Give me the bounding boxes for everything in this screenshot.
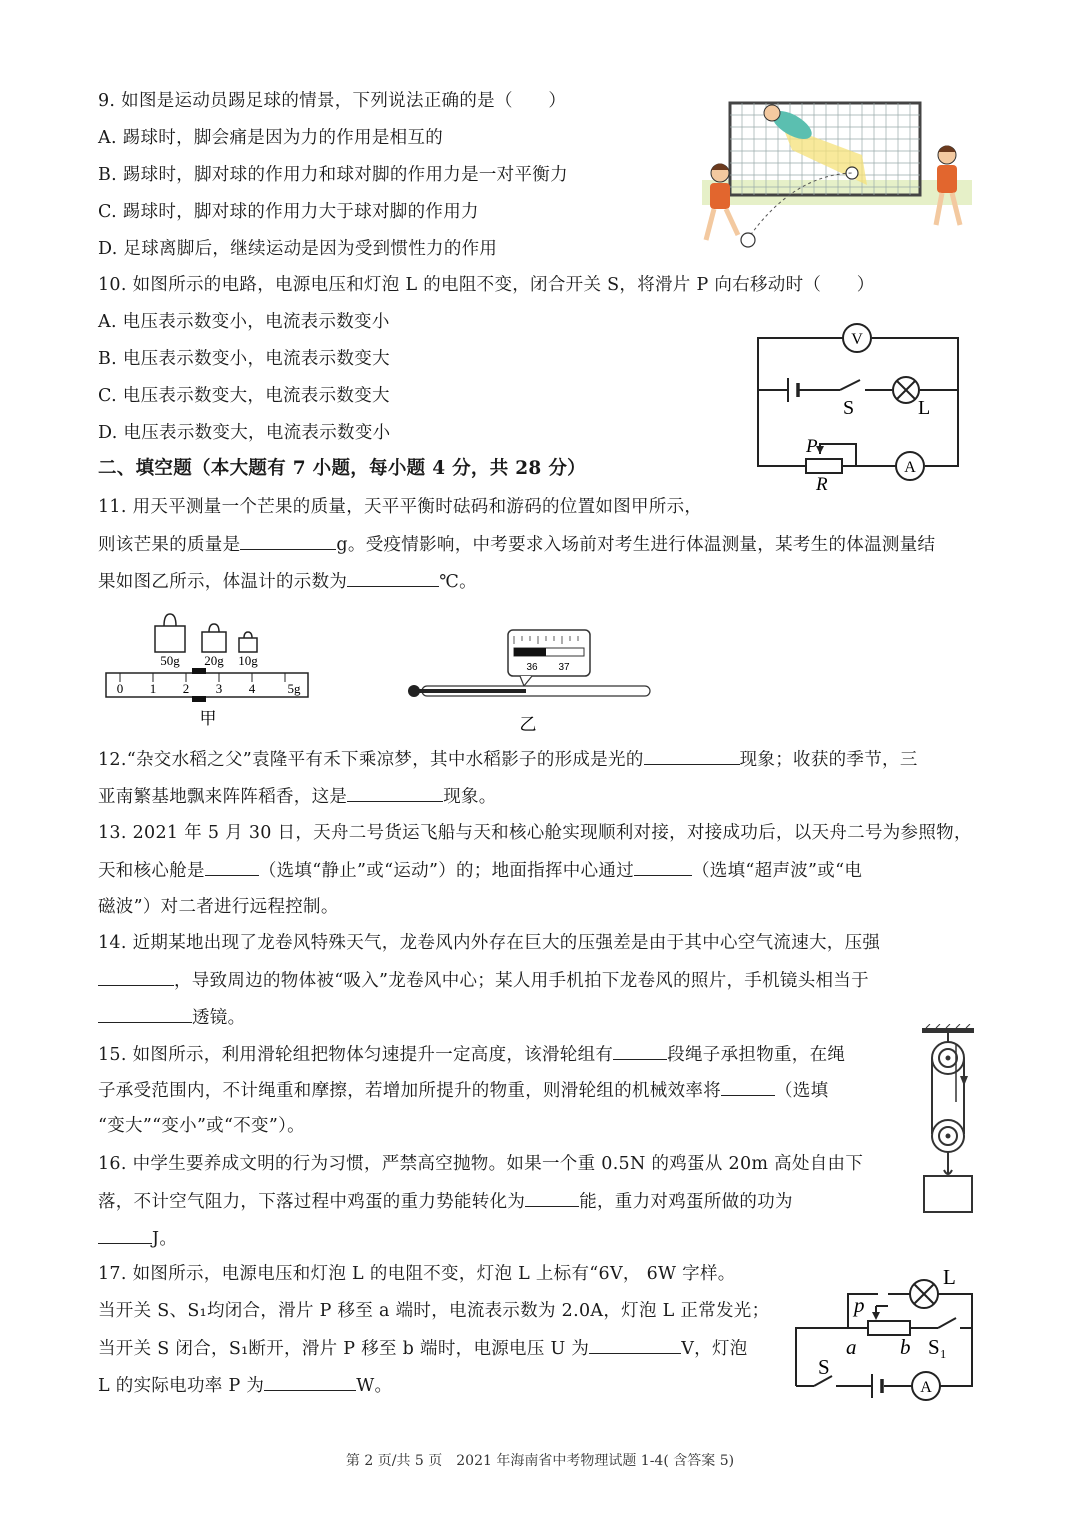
q17-line-1: 17. 如图所示，电源电压和灯泡 L 的电阻不变，灯泡 L 上标有“6V， 6W 字样。	[98, 1264, 736, 1284]
scale-tick-label: 4	[248, 681, 256, 696]
terminal-a-label: a	[846, 1335, 857, 1359]
q10-option-d: D. 电压表示数变大，电流表示数变小	[98, 423, 391, 443]
q15-text: 15. 如图所示，利用滑轮组把物体匀速提升一定高度，该滑轮组有	[98, 1045, 614, 1065]
resistor-r-label: R	[816, 474, 828, 493]
q16-line-2	[98, 1188, 793, 1215]
figure-caption-yi: 乙	[519, 715, 537, 734]
lamp-l-label: L	[918, 397, 931, 419]
terminal-b-label: b	[900, 1335, 911, 1359]
answer-blank	[98, 1004, 192, 1023]
q17-text: L 的实际电功率 P 为	[98, 1376, 265, 1396]
answer-blank	[525, 1188, 579, 1207]
lamp-l-label: L	[943, 1265, 956, 1289]
q16-line-3	[98, 1225, 177, 1252]
scale-tick-label: 2	[182, 681, 190, 696]
switch-s-label: S	[818, 1355, 830, 1379]
q9-option-b: B. 踢球时，脚对球的作用力和球对脚的作用力是一对平衡力	[98, 165, 568, 185]
q9-stem: 9. 如图是运动员踢足球的情景，下列说法正确的是（ ）	[98, 91, 567, 111]
q10-option-b: B. 电压表示数变小，电流表示数变大	[98, 349, 390, 369]
q10-circuit-diagram	[750, 318, 970, 493]
answer-blank	[347, 568, 439, 587]
answer-blank	[589, 1335, 681, 1354]
scale-tick-label: 3	[215, 681, 223, 696]
q14-text: 透镜。	[192, 1008, 246, 1028]
q15-line-2	[98, 1077, 828, 1104]
q11-line-2	[98, 531, 935, 558]
q13-line-1: 13. 2021 年 5 月 30 日，天舟二号货运飞船与天和核心舱实现顺利对接，对接成功后，以天舟二号为参照物，	[98, 823, 972, 843]
switch-s-label: S	[843, 397, 855, 419]
q10-option-a: A. 电压表示数变小，电流表示数变小	[98, 312, 390, 332]
q12-text: 现象；收获的季节，三	[739, 750, 918, 770]
answer-blank	[98, 967, 174, 986]
q15-line-1	[98, 1041, 845, 1068]
page-footer: 第 2 页/共 5 页 2021 年海南省中考物理试题 1-4( 含答案 5)	[345, 1453, 735, 1469]
answer-blank	[613, 1041, 667, 1060]
ammeter-label: A	[920, 1379, 932, 1396]
answer-blank	[264, 1372, 356, 1391]
q14-line-3	[98, 1004, 245, 1031]
q11-text: 果如图乙所示，体温计的示数为	[98, 572, 348, 592]
q14-line-2	[98, 967, 869, 994]
thermometer-reading-label: 37	[558, 662, 570, 673]
q13-text: （选填“超声波”或“电	[692, 861, 863, 881]
scale-tick-label: 1	[149, 681, 157, 696]
weight-label: 20g	[204, 653, 224, 668]
q12-line-2	[98, 783, 497, 810]
q15-line-3: “变大”“变小”或“不变”）。	[98, 1116, 305, 1136]
q11-line-3	[98, 568, 477, 595]
q16-text: J。	[152, 1229, 178, 1249]
q9-option-d: D. 足球离脚后，继续运动是因为受到惯性力的作用	[98, 239, 498, 259]
q16-text: 落，不计空气阻力，下落过程中鸡蛋的重力势能转化为	[98, 1192, 526, 1212]
figure-caption-jia: 甲	[199, 709, 217, 728]
q13-line-3: 磁波”）对二者进行远程控制。	[98, 897, 339, 917]
q16-line-1: 16. 中学生要养成文明的行为习惯，严禁高空抛物。如果一个重 0.5N 的鸡蛋从 20m 高处自由下	[98, 1154, 864, 1174]
weight-label: 50g	[160, 653, 180, 668]
q17-text: V，灯泡	[681, 1339, 748, 1359]
q13-line-2	[98, 857, 862, 884]
pulley-system-figure	[912, 1024, 982, 1216]
q15-text: 段绳子承担物重，在绳	[667, 1045, 846, 1065]
answer-blank	[98, 1225, 152, 1244]
slider-p-label: p	[854, 1293, 865, 1317]
q12-text: 亚南繁基地飘来阵阵稻香，这是	[98, 787, 348, 807]
q17-line-3	[98, 1335, 748, 1362]
ammeter-label: A	[904, 459, 916, 476]
balance-weights-figure	[100, 606, 320, 731]
answer-blank	[721, 1077, 775, 1096]
q11-text: ℃。	[439, 572, 477, 592]
q14-line-1: 14. 近期某地出现了龙卷风特殊天气，龙卷风内外存在巨大的压强差是由于其中心空气流速大，压强	[98, 933, 881, 953]
q13-text: （选填“静止”或“运动”）的；地面指挥中心通过	[258, 861, 634, 881]
thermometer-figure	[402, 626, 662, 734]
answer-blank	[205, 857, 259, 876]
q9-option-a: A. 踢球时，脚会痛是因为力的作用是相互的	[98, 128, 444, 148]
q10-stem: 10. 如图所示的电路，电源电压和灯泡 L 的电阻不变，闭合开关 S，将滑片 P 向右移动时（ ）	[98, 275, 875, 295]
section-2-heading: 二、填空题（本大题有 7 小题，每小题 4 分，共 28 分）	[98, 458, 586, 479]
q17-circuit-diagram	[788, 1262, 980, 1410]
q12-line-1	[98, 746, 918, 773]
answer-blank	[634, 857, 692, 876]
slider-p-label: P	[806, 436, 818, 457]
switch-s1-label: S₁	[928, 1335, 948, 1359]
answer-blank	[347, 783, 443, 802]
q12-text: 现象。	[443, 787, 497, 807]
q11-line-1: 11. 用天平测量一个芒果的质量，天平平衡时砝码和游码的位置如图甲所示，	[98, 497, 703, 517]
answer-blank	[644, 746, 740, 765]
q10-option-c: C. 电压表示数变大，电流表示数变大	[98, 386, 390, 406]
q12-text: 12.“杂交水稻之父”袁隆平有禾下乘凉梦，其中水稻影子的形成是光的	[98, 750, 644, 770]
q9-option-c: C. 踢球时，脚对球的作用力大于球对脚的作用力	[98, 202, 479, 222]
q14-text: ，导致周边的物体被“吸入”龙卷风中心；某人用手机拍下龙卷风的照片，手机镜头相当于	[174, 971, 869, 991]
soccer-illustration	[692, 95, 982, 265]
q17-line-4	[98, 1372, 392, 1399]
weight-label: 10g	[238, 653, 258, 668]
q16-text: 能，重力对鸡蛋所做的功为	[579, 1192, 793, 1212]
thermometer-reading-label: 36	[526, 662, 538, 673]
q17-text: 当开关 S 闭合，S₁断开，滑片 P 移至 b 端时，电源电压 U 为	[98, 1339, 590, 1359]
q11-text: g。受疫情影响，中考要求入场前对考生进行体温测量，某考生的体温测量结	[336, 535, 936, 555]
q13-text: 天和核心舱是	[98, 861, 205, 881]
voltmeter-label: V	[851, 331, 863, 348]
q11-text: 则该芒果的质量是	[98, 535, 241, 555]
q15-text: 子承受范围内，不计绳重和摩擦，若增加所提升的物重，则滑轮组的机械效率将	[98, 1081, 721, 1101]
scale-tick-label: 0	[116, 681, 124, 696]
answer-blank	[240, 531, 336, 550]
q17-line-2: 当开关 S、S₁均闭合，滑片 P 移至 a 端时，电流表示数为 2.0A，灯泡 L 正常发光；	[98, 1301, 770, 1321]
scale-tick-label: 5g	[287, 681, 301, 696]
q17-text: W。	[356, 1376, 393, 1396]
q15-text: （选填	[775, 1081, 829, 1101]
